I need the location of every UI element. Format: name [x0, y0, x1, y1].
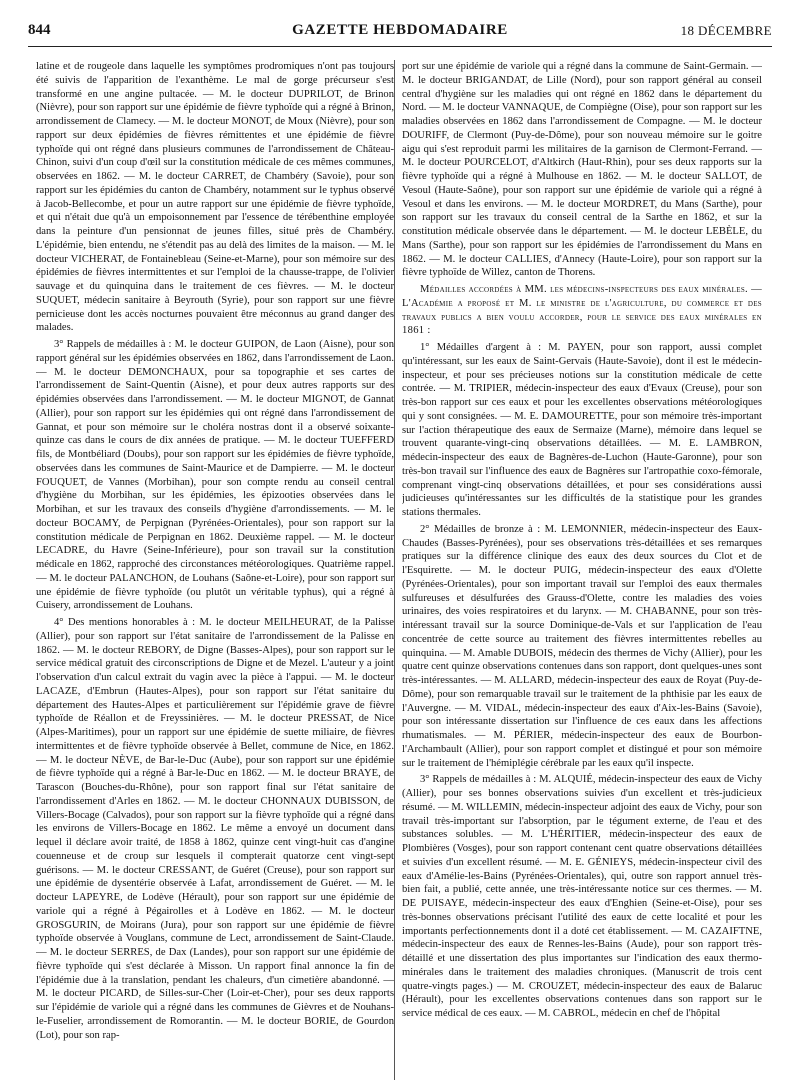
- right-paragraph-4: 2° Médailles de bronze à : M. LEMONNIER, médecin-inspecteur des Eaux-Chaudes (Basses-Pyrénées), pour ses observations très-détaillées et ses remarques pratiques sur la différence clinique des eaux des deux sources du Clot et de l'Esquirette. — M. le docteur PUIG, médecin-inspecteur des eaux d'Olette (Pyrénées-Orientales), pour son important travail sur l'emploi des eaux thermales sulfureuses et désulfurées des Grauss-d'Olette, contre les maladies des voies urinaires, des voies respiratoires et du larynx. — M. CHABANNE, pour son très-intéressant travail sur la source Dominique-de-Vals et sur l'application de l'eau concentrée de cette source au traitement des fièvres intermittentes rebelles au quinquina. — M. Amable DUBOIS, médecin des thermes de Vichy (Allier), pour les quatre cent quinze observations contenues dans son rapport, dont quelques-unes sont très-intéressantes. — M. ALLARD, médecin-inspecteur des eaux de Royat (Puy-de-Dôme), pour son remarquable travail sur le traitement de la phthisie par les eaux de l'Auvergne. — M. VIDAL, médecin-inspecteur des eaux d'Aix-les-Bains (Savoie), pour son intéressante dissertation sur l'influence de ces eaux dans les affections rhumatismales. — M. PÉRIER, médecin-inspecteur des eaux de Bourbon-l'Archambault (Allier), pour son rapport complet et distingué et pour son mémoire sur le traitement de l'hémiplégie cérébrale par les eaux qu'il inspecte.: [402, 523, 762, 769]
- running-header: [28, 20, 772, 47]
- right-column: [402, 60, 762, 1082]
- issue-date: 18 DÉCEMBRE: [680, 23, 772, 38]
- column-divider: [394, 60, 395, 1080]
- right-paragraph-5: 3° Rappels de médailles à : M. ALQUIÉ, médecin-inspecteur des eaux de Vichy (Allier), pour ses bonnes observations suivies d'un excellent et très-judicieux résumé. — M. WILLEMIN, médecin-inspecteur adjoint des eaux de Vichy, pour son travail très-important sur l'absorption, par le tégument externe, de l'eau et des substances solubles. — M. L'HÉRITIER, médecin-inspecteur des eaux de Plombières (Vosges), pour son rapport contenant cent quatre observations détaillées et suivies d'un excellent résumé. — M. E. GÉNIEYS, médecin-inspecteur civil des eaux d'Amélie-les-Bains (Pyrénées-Orientales), qui, outre son rapport annuel très-bien fait, a publié, cette année, une très-intéressante notice sur ces thermes. — M. DE PUISAYE, médecin-inspecteur des eaux d'Enghien (Seine-et-Oise), pour ses très-bonnes observations précisant l'utilité des eaux de cette localité et pour les importants perfectionnements dont il a doté cet établissement. — M. CAZAIFTNE, médecin-inspecteur des eaux de Rennes-les-Bains (Aude), pour son rapport très-détaillé et une dissertation des plus importantes sur l'indication des eaux thermo-minérales dans le traitement des maladies chroniques. (Manuscrit de trois cent quatre-vingts pages.) — M. CROUZET, médecin-inspecteur des eaux de Balaruc (Hérault), pour les excellentes observations contenues dans son rapport sur le service médical de ces eaux. — M. CABROL, médecin en chef de l'hôpital: [402, 774, 762, 1019]
- left-paragraph-1: latine et de rougeole dans laquelle les symptômes prodromiques n'ont pas toujours été suivis de l'apparition de l'exanthème. Le mal de gorge précurseur s'est transformé en une angine pultacée. — M. le docteur DUPRILOT, de Brinon (Nièvre), pour son rapport sur une épidémie de fièvre typhoïde qui a régné à Brinon, arrondissement de Clamecy. — M. le docteur MONOT, de Moux (Nièvre), pour son rapport sur deux épidémies de fièvres rémittentes et une épidémie de fièvre typhoïde qui ont régné dans plusieurs communes de l'arrondissement de Château-Chinon, suivi d'un coup d'œil sur la constitution médicale de ces mêmes communes, observées en 1862. — M. le docteur CARRET, de Chambéry (Savoie), pour son rapport sur les épidémies du canton de Chambéry, notamment sur le typhus observé à Jacob-Bellecombe, et pour un autre rapport sur une épidémie de fièvre typhoïde, et qui n'était due qu'à un empoisonnement par l'essence de térébenthine employée dans la peinture d'un pensionnat de jeunes filles, situé près de Chambéry. L'épidémie, bien entendu, ne s'étendit pas au delà des limites de la maison. — M. le docteur VICHERAT, de Fontainebleau (Seine-et-Marne), pour son mémoire sur des épidémies de fièvres intermittentes et sur l'emploi de la chausse-trappe, de l'olivier sauvage et du quinquina dans le traitement de ces fièvres. — M. le docteur SUQUET, médecin sanitaire à Beyrouth (Syrie), pour son rapport sur une fièvre pernicieuse dont les accès nocturnes pouvaient être méconnus au grand danger des malades.: [36, 61, 394, 334]
- page-number: 844: [28, 22, 51, 38]
- journal-title: GAZETTE HEBDOMADAIRE: [292, 22, 508, 38]
- left-column: [36, 60, 394, 1082]
- section-heading-mineral-waters: Médailles accordées à MM. les médecins-inspecteurs des eaux minérales. — L'Académie a proposé et M. le ministre de l'agriculture, du commerce et des travaux publics a bien voulu accorder, pour le service des eaux minérales en 1861 :: [402, 284, 762, 337]
- left-paragraph-2: 3° Rappels de médailles à : M. le docteur GUIPON, de Laon (Aisne), pour son rapport général sur les épidémies observées en 1862, dans l'arrondissement de Laon. — M. le docteur DEMONCHAUX, pour sa topographie et ses cartes de l'arrondissement de Saint-Quentin (Aisne), et pour deux autres rapports sur des épidémies observées dans l'arrondissement. — M. le docteur MIGNOT, de Gannat (Allier), pour son rapport sur les épidémies qui ont régné dans l'arrondissement de Gannat, et pour son mémoire sur le choléra nostras dont il a observé soixante-quinze cas dans le cours de dix années de pratique. — M. le docteur TUEFFERD fils, de Montbéliard (Doubs), pour son rapport sur les épidémies de fièvre typhoïde, observées dans les communes de Saint-Maurice et de Dampierre. — M. le docteur FOUQUET, de Vannes (Morbihan), pour son compte rendu au conseil central d'hygiène du Morbihan, sur les épidémies, les épizooties observées dans le Morbihan, et sur les travaux des conseils d'hygiène d'arrondissements. — M. le docteur BOCAMY, de Perpignan (Pyrénées-Orientales), pour son rapport sur la constitution médicale de Perpignan en 1862. Deuxième rappel. — M. le docteur LECADRE, du Havre (Seine-Inférieure), pour son travail sur la constitution médicale en 1862, rapproché des circonstances météorologiques. Quatrième rappel. — M. le docteur PALANCHON, de Louhans (Saône-et-Loire), pour son rapport sur une épidémie de fièvre typhoïde (ou plutôt un véritable typhus), qui a régné à Cuisery, arrondissement de Louhans.: [36, 339, 394, 612]
- left-paragraph-3: 4° Des mentions honorables à : M. le docteur MEILHEURAT, de la Palisse (Allier), pour son rapport sur l'état sanitaire de l'arrondissement de la Palisse en 1862. — M. le docteur REBORY, de Digne (Basses-Alpes), pour son rapport sur le service médical gratuit des circonscriptions de Digne et de Mezel. L'auteur y a joint l'observation d'un calcul extrait du vagin avec la pièce à l'appui. — M. le docteur LACAZE, d'Embrun (Hautes-Alpes), pour son rapport sur l'état sanitaire du département des Hautes-Alpes et particulièrement sur l'épidémie grave de fièvre typhoïde de Réallon et de Freyssinières. — M. le docteur PRESSAT, de Nice (Alpes-Maritimes), pour un rapport sur une épidémie de suette miliaire, de fièvres intermittentes et de fièvre typhoïde observée à Bellet, commune de Nice, en 1862. — M. le docteur NÈVE, de Bar-le-Duc (Aube), pour son rapport sur une épidémie de fièvre typhoïde qui a régné à Bar-le-Duc en 1862. — M. le docteur BRAYE, de Tarascon (Bouches-du-Rhône), pour son rapport final sur l'état sanitaire de l'arrondissement d'Arles en 1862. — M. le docteur CHONNAUX DUBISSON, de Villers-Bocage (Calvados), pour son rapport sur la fièvre typhoïde qui a régné dans les environs de Villers-Bocage en 1862. Le même a envoyé un document dans lequel il déclare avoir traité, de 1858 à 1862, quinze cent vingt-huit cas d'angine couenneuse et de croup sur lesquels il compterait quatorze cent vingt-sept guérisons. — M. le docteur CRESSANT, de Guéret (Creuse), pour son rapport sur une épidémie de dysentérie observée à Lafat, arrondissement de Guéret. — M. le docteur LAPEYRE, de Lodève (Hérault), pour son rapport sur une épidémie de variole qui a régné à Pégairolles et à Lodève en 1862. — M. le docteur GROSGURIN, de Moirans (Jura), pour son rapport sur une épidémie de fièvre typhoïde observée à Vouglans, commune de Lect, arrondissement de Saint-Claude. — M. le docteur SERRES, de Dax (Landes), pour son rapport sur une épidémie de fièvre typhoïde qui s'est déclarée à Misson. Un rapport final annonce la fin de l'épidémie due à la translation, pendant les chaleurs, d'un cimetière abandonné. — M. le docteur PICARD, de Silles-sur-Cher (Loir-et-Cher), pour ses deux rapports sur l'épidémie de variole qui a régné dans les communes de Gièvres et de Nouhans-le-Fuselier, arrondissement de Romorantin. — M. le docteur BORIE, de Gourdon (Lot), pour son rap-: [36, 617, 394, 1041]
- right-paragraph-3: 1° Médailles d'argent à : M. PAYEN, pour son rapport, aussi complet qu'intéressant, sur les eaux de Saint-Gervais (Haute-Savoie), dont il est le médecin-inspecteur, et pour ses précieuses notions sur la constitution médicale de cette contrée. — M. TRIPIER, médecin-inspecteur des eaux d'Evaux (Creuse), pour son très-bon rapport sur ces eaux et pour les excellentes observations météorologiques qui y sont consignées. — M. E. DAMOURETTE, pour son mémoire très-important sur l'action thérapeutique des eaux de Sermaize (Marne), mémoire dans lequel se trouvent quarante-vingt-cinq observations détaillées. — M. E. LAMBRON, médecin-inspecteur des eaux de Bagnères-de-Luchon (Haute-Garonne), pour son très-bon travail sur l'influence des eaux de Bagnères sur l'artropathie coxo-fémorale, comprenant vingt-cinq observations détaillées, et pour ses considérations aussi judicieuses qu'intéressantes sur les difficultés de la statistique pour les grandes stations thermales.: [402, 342, 762, 518]
- right-paragraph-1: port sur une épidémie de variole qui a régné dans la commune de Saint-Germain. — M. le docteur BRIGANDAT, de Lille (Nord), pour son rapport général au conseil central d'hygiène sur les maladies qui ont régné en 1862 dans le département du Nord. — M. le docteur VANNAQUE, de Compiègne (Oise), pour son rapport sur les maladies observées en 1862 dans l'arrondissement de Compagne. — M. le docteur DOURIFF, de Clermont (Puy-de-Dôme), pour son nouveau mémoire sur le goitre aigu qui s'est reproduit parmi les militaires de la garnison de Clermont-Ferrand. — M. le docteur POURCELOT, d'Altkirch (Haut-Rhin), pour ses deux rapports sur la fièvre typhoïde qui a régné à Mulhouse en 1862. — M. le docteur SALLOT, de Vesoul (Haute-Saône), pour son rapport sur une épidémie de variole qui a régné à Vesoul et dans les environs. — M. le docteur MORDRET, du Mans (Sarthe), pour son rapport sur les travaux du conseil central de la Sarthe en 1862, et sur la constitution médicale observée dans le département. — M. le docteur LEBÈLE, du Mans (Sarthe), pour son rapport sur les épidémies de l'arrondissement du Mans en 1862. — M. le docteur CALLIES, d'Annecy (Haute-Loire), pour son rapport sur la fièvre typhoïde de Willez, canton de Thorens.: [402, 61, 762, 279]
